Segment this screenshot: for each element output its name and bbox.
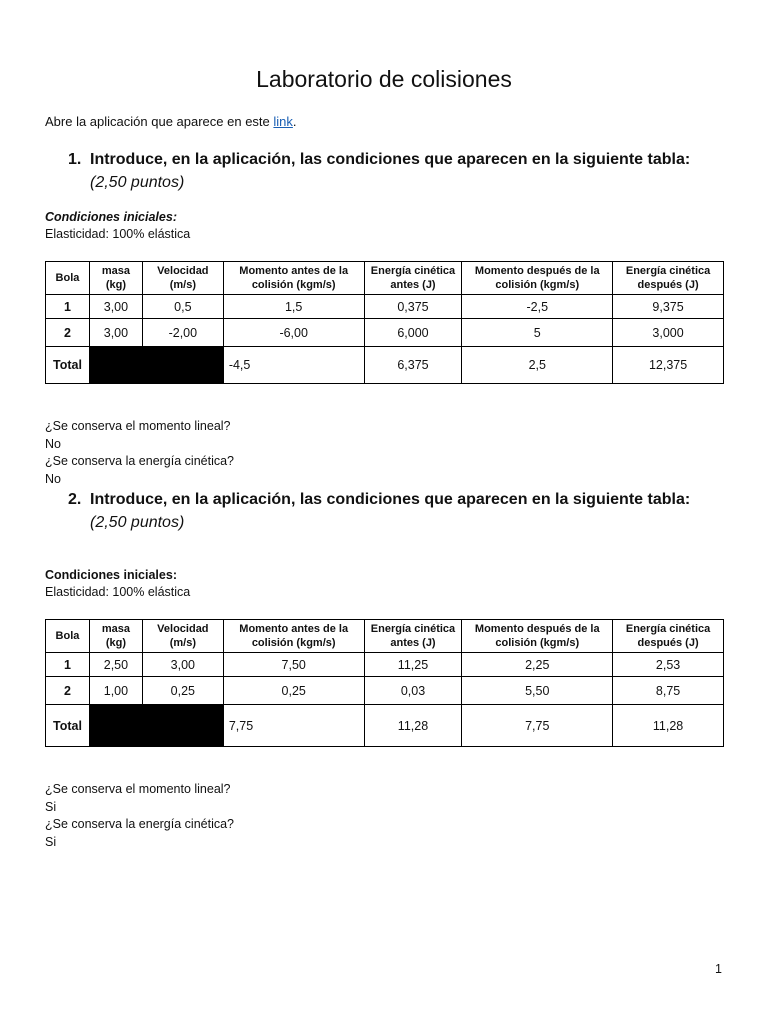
conditions-label: Condiciones iniciales:	[45, 568, 177, 582]
cell-bola: 2	[46, 319, 90, 347]
conditions-1	[45, 209, 190, 243]
page-title: Laboratorio de colisiones	[256, 66, 512, 92]
cell-momento-antes: -6,00	[223, 319, 364, 347]
cell-energia-despues: 2,53	[613, 653, 724, 677]
header-momento-antes: Momento antes de la colisión (kgm/s)	[223, 620, 364, 653]
redacted-block	[89, 705, 223, 747]
header-momento-despues: Momento después de la colisión (kgm/s)	[462, 620, 613, 653]
cell-energia-antes: 0,03	[364, 677, 462, 705]
header-energia-despues: Energía cinética después (J)	[613, 620, 724, 653]
elasticity-text: Elasticidad: 100% elástica	[45, 585, 191, 599]
answer-momentum: No	[45, 436, 61, 451]
question-momentum: ¿Se conserva el momento lineal?	[45, 419, 231, 433]
table-total-row	[46, 705, 724, 747]
cell-energia-antes: 11,25	[364, 653, 462, 677]
cell-total-energia-antes: 6,375	[364, 347, 462, 384]
cell-momento-despues: -2,5	[462, 295, 613, 319]
cell-total-energia-despues: 11,28	[613, 705, 724, 747]
cell-total-label: Total	[46, 705, 90, 747]
question-number: 2.	[68, 491, 82, 508]
collision-table-2	[45, 619, 724, 747]
cell-velocidad: 3,00	[142, 653, 223, 677]
cell-total-momento-despues: 7,75	[462, 705, 613, 747]
cell-total-momento-antes: 7,75	[223, 705, 364, 747]
header-energia-antes: Energía cinética antes (J)	[364, 262, 462, 295]
header-momento-antes: Momento antes de la colisión (kgm/s)	[223, 262, 364, 295]
redacted-block	[89, 347, 223, 384]
cell-energia-antes: 6,000	[364, 319, 462, 347]
question-1	[68, 148, 728, 194]
intro-text: Abre la aplicación que aparece en este link.	[45, 114, 297, 129]
cell-masa: 2,50	[89, 653, 142, 677]
question-points: (2,50 puntos)	[90, 514, 185, 531]
cell-total-energia-despues: 12,375	[613, 347, 724, 384]
cell-masa: 1,00	[89, 677, 142, 705]
question-text: Introduce, en la aplicación, las condiciones que aparecen en la siguiente tabla:	[90, 151, 691, 168]
page-number: 1	[715, 962, 722, 976]
cell-velocidad: 0,5	[142, 295, 223, 319]
header-bola: Bola	[46, 262, 90, 295]
cell-masa: 3,00	[89, 295, 142, 319]
cell-bola: 1	[46, 295, 90, 319]
cell-velocidad: 0,25	[142, 677, 223, 705]
header-masa: masa (kg)	[89, 620, 142, 653]
answers-1	[45, 418, 234, 488]
table-row	[46, 295, 724, 319]
header-bola: Bola	[46, 620, 90, 653]
cell-momento-antes: 1,5	[223, 295, 364, 319]
cell-energia-antes: 0,375	[364, 295, 462, 319]
cell-energia-despues: 9,375	[613, 295, 724, 319]
header-masa: masa (kg)	[89, 262, 142, 295]
question-momentum: ¿Se conserva el momento lineal?	[45, 782, 231, 796]
question-text: Introduce, en la aplicación, las condiciones que aparecen en la siguiente tabla:	[90, 491, 691, 508]
answer-energy: No	[45, 471, 61, 486]
cell-momento-despues: 5	[462, 319, 613, 347]
cell-momento-antes: 0,25	[223, 677, 364, 705]
question-energy: ¿Se conserva la energía cinética?	[45, 817, 234, 831]
header-velocidad: Velocidad (m/s)	[142, 262, 223, 295]
elasticity-text: Elasticidad: 100% elástica	[45, 227, 191, 241]
cell-momento-antes: 7,50	[223, 653, 364, 677]
table-row	[46, 653, 724, 677]
cell-total-momento-despues: 2,5	[462, 347, 613, 384]
table-row	[46, 677, 724, 705]
cell-bola: 1	[46, 653, 90, 677]
cell-masa: 3,00	[89, 319, 142, 347]
app-link[interactable]: link	[273, 114, 293, 129]
header-momento-despues: Momento después de la colisión (kgm/s)	[462, 262, 613, 295]
table-row	[46, 319, 724, 347]
conditions-2	[45, 567, 190, 601]
table-header-row	[46, 262, 724, 295]
answers-2	[45, 781, 234, 851]
question-points: (2,50 puntos)	[90, 174, 185, 191]
cell-momento-despues: 2,25	[462, 653, 613, 677]
table-header-row	[46, 620, 724, 653]
question-energy: ¿Se conserva la energía cinética?	[45, 454, 234, 468]
cell-energia-despues: 3,000	[613, 319, 724, 347]
table-total-row	[46, 347, 724, 384]
answer-momentum: Si	[45, 799, 57, 814]
cell-total-energia-antes: 11,28	[364, 705, 462, 747]
question-number: 1.	[68, 151, 82, 168]
header-energia-despues: Energía cinética después (J)	[613, 262, 724, 295]
conditions-label: Condiciones iniciales:	[45, 210, 177, 224]
header-velocidad: Velocidad (m/s)	[142, 620, 223, 653]
header-energia-antes: Energía cinética antes (J)	[364, 620, 462, 653]
cell-momento-despues: 5,50	[462, 677, 613, 705]
collision-table-1	[45, 261, 724, 384]
cell-energia-despues: 8,75	[613, 677, 724, 705]
question-2	[68, 488, 728, 534]
cell-total-momento-antes: -4,5	[223, 347, 364, 384]
answer-energy: Si	[45, 834, 57, 849]
cell-total-label: Total	[46, 347, 90, 384]
cell-bola: 2	[46, 677, 90, 705]
cell-velocidad: -2,00	[142, 319, 223, 347]
